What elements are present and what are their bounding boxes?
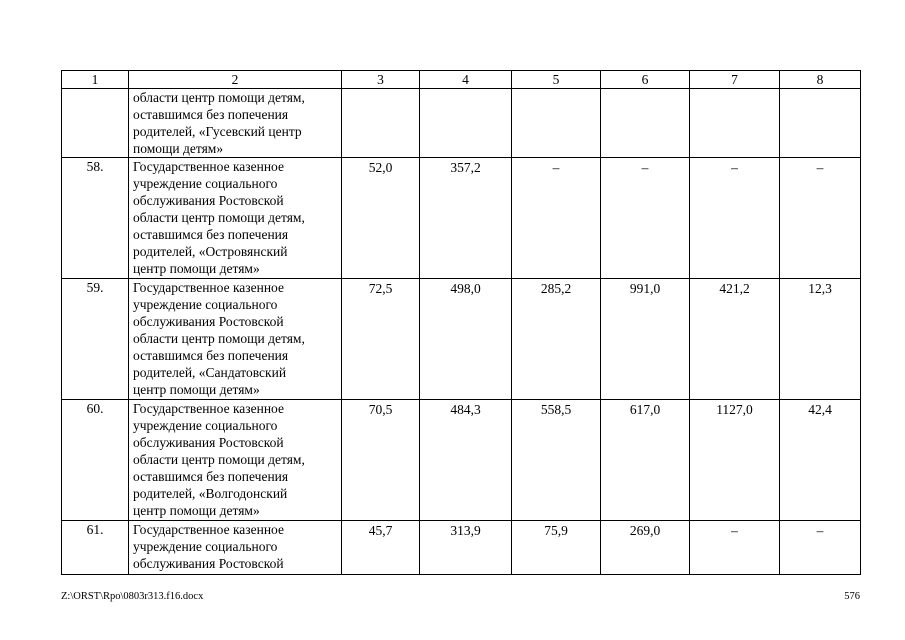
- name-line: обслуживания Ростовской: [133, 193, 284, 208]
- row-number: [62, 89, 129, 158]
- cell-col-5: 558,5: [512, 400, 601, 521]
- name-line: оставшимся без попечения: [133, 348, 289, 363]
- institution-name: [129, 279, 342, 400]
- cell-col-5: [512, 89, 601, 158]
- name-line: центр помощи детям»: [133, 503, 260, 518]
- cell-col-4: 484,3: [420, 400, 512, 521]
- column-header: 3: [342, 71, 420, 89]
- cell-col-4: 498,0: [420, 279, 512, 400]
- table-row: [62, 158, 861, 279]
- column-header: 2: [129, 71, 342, 89]
- name-line: оставшимся без попечения: [133, 107, 289, 122]
- cell-col-7: –: [690, 521, 780, 575]
- cell-col-7: 421,2: [690, 279, 780, 400]
- cell-col-6: [601, 89, 690, 158]
- name-line: оставшимся без попечения: [133, 227, 289, 242]
- column-header: 8: [780, 71, 861, 89]
- cell-col-3: [342, 89, 420, 158]
- cell-col-7: [690, 89, 780, 158]
- name-line: родителей, «Сандатовский: [133, 365, 287, 380]
- name-line: центр помощи детям»: [133, 382, 260, 397]
- row-number: 60.: [62, 400, 129, 521]
- cell-col-8: [780, 89, 861, 158]
- name-line: учреждение социального: [133, 418, 278, 433]
- cell-col-4: 357,2: [420, 158, 512, 279]
- institution-name: [129, 89, 342, 158]
- column-header: 1: [62, 71, 129, 89]
- name-line: центр помощи детям»: [133, 261, 260, 276]
- name-line: учреждение социального: [133, 297, 278, 312]
- name-line: области центр помощи детям,: [133, 452, 305, 467]
- name-line: Государственное казенное: [133, 401, 284, 416]
- cell-col-6: 269,0: [601, 521, 690, 575]
- column-header: 5: [512, 71, 601, 89]
- column-header: 4: [420, 71, 512, 89]
- cell-col-6: 617,0: [601, 400, 690, 521]
- name-line: Государственное казенное: [133, 280, 284, 295]
- name-line: обслуживания Ростовской: [133, 435, 284, 450]
- column-header: 7: [690, 71, 780, 89]
- cell-col-8: 12,3: [780, 279, 861, 400]
- cell-col-8: –: [780, 521, 861, 575]
- cell-col-5: 75,9: [512, 521, 601, 575]
- name-line: области центр помощи детям,: [133, 331, 305, 346]
- table-body: [62, 89, 861, 575]
- table-row: [62, 400, 861, 521]
- name-line: родителей, «Островянский: [133, 244, 288, 259]
- page-number: 576: [844, 591, 860, 602]
- header-row: [62, 71, 861, 89]
- cell-col-5: –: [512, 158, 601, 279]
- name-line: оставшимся без попечения: [133, 469, 289, 484]
- institution-name: [129, 400, 342, 521]
- data-table: [61, 70, 861, 575]
- name-line: Государственное казенное: [133, 159, 284, 174]
- institution-name: [129, 158, 342, 279]
- document-path: Z:\ORST\Rpo\0803r313.f16.docx: [61, 591, 204, 602]
- name-line: обслуживания Ростовской: [133, 556, 284, 571]
- name-line: помощи детям»: [133, 141, 224, 156]
- cell-col-8: –: [780, 158, 861, 279]
- name-line: учреждение социального: [133, 539, 278, 554]
- cell-col-6: –: [601, 158, 690, 279]
- institution-name: [129, 521, 342, 575]
- cell-col-3: 72,5: [342, 279, 420, 400]
- cell-col-4: 313,9: [420, 521, 512, 575]
- name-line: обслуживания Ростовской: [133, 314, 284, 329]
- cell-col-3: 52,0: [342, 158, 420, 279]
- table-row: [62, 279, 861, 400]
- cell-col-8: 42,4: [780, 400, 861, 521]
- table-header: [62, 71, 861, 89]
- cell-col-7: 1127,0: [690, 400, 780, 521]
- cell-col-4: [420, 89, 512, 158]
- name-line: учреждение социального: [133, 176, 278, 191]
- row-number: 59.: [62, 279, 129, 400]
- cell-col-7: –: [690, 158, 780, 279]
- row-number: 58.: [62, 158, 129, 279]
- column-header: 6: [601, 71, 690, 89]
- cell-col-6: 991,0: [601, 279, 690, 400]
- name-line: родителей, «Волгодонский: [133, 486, 288, 501]
- name-line: Государственное казенное: [133, 522, 284, 537]
- name-line: родителей, «Гусевский центр: [133, 124, 302, 139]
- table-row: [62, 521, 861, 575]
- name-line: области центр помощи детям,: [133, 90, 305, 105]
- cell-col-5: 285,2: [512, 279, 601, 400]
- name-line: области центр помощи детям,: [133, 210, 305, 225]
- cell-col-3: 45,7: [342, 521, 420, 575]
- row-number: 61.: [62, 521, 129, 575]
- cell-col-3: 70,5: [342, 400, 420, 521]
- table-row: [62, 89, 861, 158]
